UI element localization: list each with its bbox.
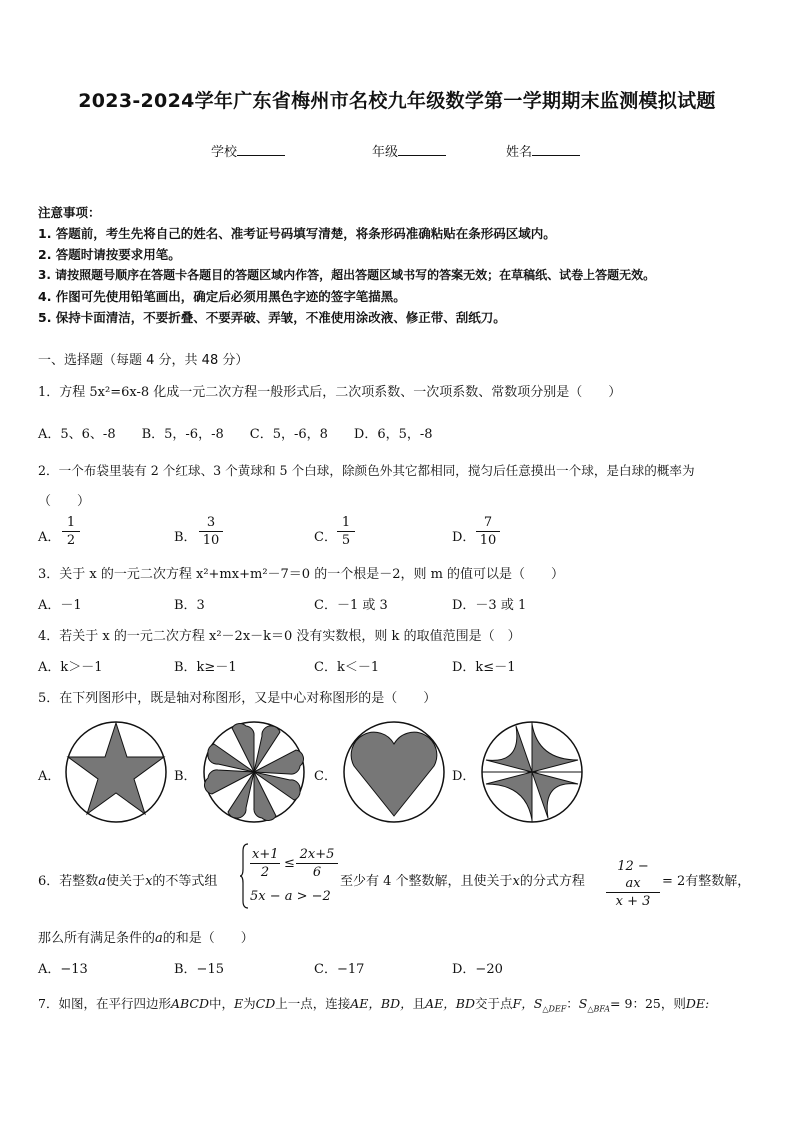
note-item: 4. 作图可先使用铅笔画出，确定后必须用黑色字迹的签字笔描黑。 xyxy=(38,289,406,304)
q6-option-a: A．−13 xyxy=(38,962,88,977)
q5-option-b-label: B． xyxy=(174,769,197,784)
question-2-paren: （ ） xyxy=(38,494,91,509)
q6-pre: 6．若整数a使关于x的不等式组 xyxy=(38,874,218,889)
note-item: 3. 请按照题号顺序在答题卡各题目的答题区域内作答，超出答题区域书写的答案无效；在草稿纸、试卷上答题无效。 xyxy=(38,268,656,282)
section-heading: 一、选择题（每题 4 分，共 48 分） xyxy=(38,353,249,368)
name-label: 姓名 xyxy=(506,145,533,160)
q2-option-c-fraction: $\frac{1}{5}$ xyxy=(337,514,355,550)
q4-option-a: A．k＞－1 xyxy=(38,660,103,675)
q2-option-d-label: D． xyxy=(452,530,476,545)
school-field xyxy=(211,141,285,160)
question-5: 5．在下列图形中，既是轴对称图形，又是中心对称图形的是（ ） xyxy=(38,691,437,706)
notes-heading: 注意事项： xyxy=(38,205,101,220)
q5-option-d-label: D． xyxy=(452,769,476,784)
q6-post3: = 2有整数解， xyxy=(662,874,751,889)
school-label: 学校 xyxy=(211,145,238,160)
q2-option-b-fraction: $\frac{3}{10}$ xyxy=(199,514,223,550)
question-3: 3．关于 x 的一元二次方程 x²+mx+m²－7＝0 的一个根是－2，则 m 的值可以是（ ） xyxy=(38,567,565,582)
q4-option-b: B．k≥－1 xyxy=(174,660,237,675)
q3-option-d: D．－3 或 1 xyxy=(452,598,527,613)
name-field xyxy=(506,141,580,160)
name-blank[interactable] xyxy=(532,143,580,156)
ineq1-right-fraction: $\frac{2x+5}{6}$ xyxy=(296,846,338,882)
note-item: 1. 答题前，考生先将自己的姓名、准考证号码填写清楚，将条形码准确粘贴在条形码区域内。 xyxy=(38,226,556,241)
grade-blank[interactable] xyxy=(398,143,446,156)
curved-triangles-figure xyxy=(480,720,584,824)
q6-fraction-equation: $\frac{12 - ax}{x + 3}$ xyxy=(606,858,660,911)
q5-option-c-label: C． xyxy=(314,769,337,784)
grade-field xyxy=(372,141,446,160)
school-blank[interactable] xyxy=(237,143,285,156)
q6-option-b: B．−15 xyxy=(174,962,224,977)
q3-option-b: B．3 xyxy=(174,598,205,613)
four-hearts-figure xyxy=(202,720,306,824)
q6-line2: 那么所有满足条件的a的和是（ ） xyxy=(38,931,254,946)
note-item: 2. 答题时请按要求用笔。 xyxy=(38,247,181,262)
left-brace xyxy=(239,843,249,909)
question-2: 2．一个布袋里装有 2 个红球、3 个黄球和 5 个白球，除颜色外其它都相同，搅匀后任意摸出一个球，是白球的概率为 xyxy=(38,463,695,478)
question-4: 4．若关于 x 的一元二次方程 x²－2x－k＝0 没有实数根，则 k 的取值范围是（ ） xyxy=(38,629,521,644)
q4-option-c: C．k＜－1 xyxy=(314,660,380,675)
q6-post: 至少有 4 个整数解，且使关于x的分式方程 xyxy=(340,874,585,889)
note-item: 5. 保持卡面清洁，不要折叠、不要弄破、弄皱，不准使用涂改液、修正带、刮纸刀。 xyxy=(38,310,506,325)
q3-option-a: A．－1 xyxy=(38,598,82,613)
q2-option-a-fraction: $\frac{1}{2}$ xyxy=(62,514,80,550)
q2-option-c-label: C． xyxy=(314,530,337,545)
q3-option-c: C．－1 或 3 xyxy=(314,598,388,613)
q4-option-d: D．k≤－1 xyxy=(452,660,516,675)
q2-option-d-fraction: $\frac{7}{10}$ xyxy=(476,514,500,550)
grade-label: 年级 xyxy=(372,145,399,160)
ineq1-relation: ≤ xyxy=(284,856,295,871)
heart-in-circle-figure xyxy=(342,720,446,824)
q5-option-a-label: A． xyxy=(38,769,61,784)
q2-option-a-label: A． xyxy=(38,530,61,545)
ineq2: 5x − a > −2 xyxy=(250,889,331,904)
question-7: 7．如图，在平行四边形ABCD中，E为CD上一点，连接AE，BD，且AE，BD交于点F，$S_{\triangle DEF}$：$S_{\triangle BFA}= 9$：25，则DE: xyxy=(38,996,710,1014)
ineq1-left-fraction: $\frac{x+1}{2}$ xyxy=(252,847,279,880)
page-title: 2023-2024学年广东省梅州市名校九年级数学第一学期期末监测模拟试题 xyxy=(78,90,716,112)
q6-option-d: D．−20 xyxy=(452,962,503,977)
star-in-circle-figure xyxy=(64,720,168,824)
question-1: 1．方程 5x²=6x-8 化成一元二次方程一般形式后，二次项系数、一次项系数、常数项分别是（ ） xyxy=(38,385,622,400)
q2-option-b-label: B． xyxy=(174,530,197,545)
question-1-options: A．5、6、-8 B．5，-6，-8 C．5，-6，8 D．6，5，-8 xyxy=(38,427,433,442)
q6-option-c: C．−17 xyxy=(314,962,365,977)
